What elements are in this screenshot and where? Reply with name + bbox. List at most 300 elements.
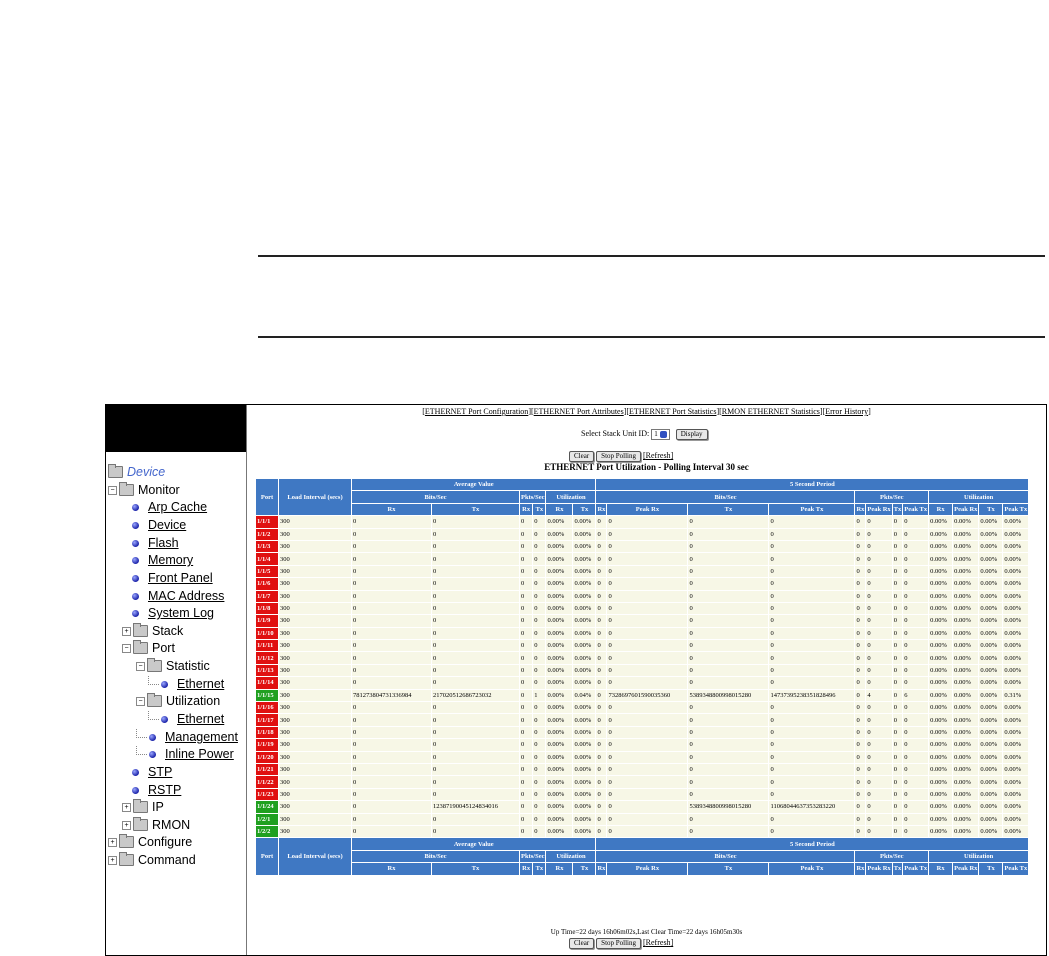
table-cell: 0: [903, 776, 929, 788]
table-row: [256, 664, 1029, 676]
plus-icon[interactable]: +: [122, 821, 131, 830]
table-cell: 0: [688, 714, 769, 726]
tree-memory[interactable]: [132, 552, 193, 568]
tree-line: [148, 676, 159, 685]
table-cell: 0.00%: [929, 590, 953, 602]
table-cell: 0.00%: [546, 788, 573, 800]
bottom-peak-tx-subheader-13: Peak Tx: [903, 863, 929, 875]
minus-icon[interactable]: −: [136, 662, 145, 671]
table-cell: 0: [520, 615, 533, 627]
table-cell: 0: [520, 602, 533, 614]
table-cell: 0.00%: [929, 553, 953, 565]
table-cell: 0: [892, 565, 903, 577]
table-cell: 0: [903, 516, 929, 528]
table-cell: 0.00%: [953, 677, 979, 689]
port-cell[interactable]: 1/1/10: [256, 627, 279, 639]
tree-device[interactable]: [108, 464, 165, 480]
table-cell: 0: [533, 615, 546, 627]
refresh-link-bottom[interactable]: [Refresh]: [643, 938, 674, 947]
table-cell: 0.00%: [979, 578, 1003, 590]
table-cell: 0: [769, 553, 855, 565]
table-cell: 0.00%: [546, 640, 573, 652]
table-cell: 0: [903, 602, 929, 614]
table-cell: 300: [279, 664, 352, 676]
table-cell: 0: [688, 776, 769, 788]
table-cell: 0: [866, 528, 892, 540]
table-cell: 0: [688, 540, 769, 552]
table-cell: 0: [533, 714, 546, 726]
table-cell: 0: [892, 627, 903, 639]
table-cell: 0: [520, 739, 533, 751]
table-cell: 0.00%: [979, 689, 1003, 701]
port-cell[interactable]: 1/1/23: [256, 788, 279, 800]
table-cell: 0.00%: [573, 702, 596, 714]
bullet-icon: [132, 593, 139, 600]
table-cell: 300: [279, 602, 352, 614]
port-cell[interactable]: 1/1/19: [256, 739, 279, 751]
table-cell: 0: [352, 602, 432, 614]
tree-port[interactable]: [122, 640, 175, 656]
table-cell: 0: [432, 652, 520, 664]
table-cell: 0.00%: [953, 528, 979, 540]
unit-select[interactable]: [651, 429, 670, 440]
top-sec-pkts-header: Pkts/Sec: [855, 491, 929, 503]
table-cell: 0: [855, 689, 866, 701]
table-cell: 0.00%: [546, 739, 573, 751]
table-cell: 0.00%: [953, 602, 979, 614]
port-cell[interactable]: 1/2/1: [256, 813, 279, 825]
table-cell: 0.00%: [953, 516, 979, 528]
table-cell: 0: [596, 813, 607, 825]
table-cell: 0: [688, 553, 769, 565]
port-cell[interactable]: 1/1/9: [256, 615, 279, 627]
table-cell: 0.00%: [573, 664, 596, 676]
table-cell: 0: [769, 677, 855, 689]
table-cell: 0: [769, 714, 855, 726]
table-cell: 0: [769, 763, 855, 775]
display-button[interactable]: Display: [676, 429, 708, 440]
table-cell: 0: [903, 627, 929, 639]
refresh-link[interactable]: [Refresh]: [643, 451, 674, 460]
minus-icon[interactable]: −: [136, 697, 145, 706]
port-cell[interactable]: 1/1/21: [256, 763, 279, 775]
table-cell: 0: [892, 553, 903, 565]
table-cell: 300: [279, 702, 352, 714]
table-cell: 0.00%: [979, 677, 1003, 689]
table-cell: 0: [866, 540, 892, 552]
tree-inline-power[interactable]: [136, 746, 234, 762]
tree-rstp[interactable]: [132, 782, 181, 798]
table-row: [256, 516, 1029, 528]
table-cell: 0: [866, 516, 892, 528]
table-cell: 0.00%: [573, 652, 596, 664]
folder-open-icon: [147, 660, 162, 672]
table-cell: 0: [688, 751, 769, 763]
table-cell: 0: [432, 590, 520, 602]
table-cell: 0: [866, 590, 892, 602]
top-average-value-header: Average Value: [352, 479, 596, 491]
table-cell: 0: [892, 590, 903, 602]
folder-icon: [108, 466, 123, 478]
stop-polling-button[interactable]: Stop Polling: [596, 451, 641, 462]
table-cell: 0: [903, 751, 929, 763]
table-cell: 0: [688, 528, 769, 540]
table-cell: 0: [352, 788, 432, 800]
table-cell: 0: [769, 776, 855, 788]
tree-rmon[interactable]: [122, 817, 190, 833]
port-cell[interactable]: 1/1/24: [256, 801, 279, 813]
tree-statistic[interactable]: [136, 658, 210, 674]
tree-stack[interactable]: [122, 623, 183, 639]
port-cell[interactable]: 1/1/18: [256, 726, 279, 738]
table-cell: 0.00%: [573, 516, 596, 528]
tree-configure[interactable]: [108, 834, 192, 850]
port-cell[interactable]: 1/1/2: [256, 528, 279, 540]
table-cell: 300: [279, 714, 352, 726]
bottom-tx-subheader-3: Tx: [533, 863, 546, 875]
link-rmon-statistics[interactable]: RMON ETHERNET Statistics: [721, 407, 820, 416]
port-cell[interactable]: 1/1/5: [256, 565, 279, 577]
table-cell: 0: [520, 565, 533, 577]
table-cell: 0: [432, 615, 520, 627]
port-cell[interactable]: 1/1/20: [256, 751, 279, 763]
table-cell: 0: [596, 825, 607, 837]
table-cell: 0: [903, 615, 929, 627]
table-cell: 0: [688, 590, 769, 602]
table-cell: 0: [607, 726, 688, 738]
table-cell: 0: [607, 714, 688, 726]
tree-mac-address[interactable]: [132, 588, 224, 604]
bullet-icon: [132, 769, 139, 776]
table-cell: 0: [432, 739, 520, 751]
tree-system-log[interactable]: [132, 605, 214, 621]
tree-statistic-label: Statistic: [166, 659, 210, 673]
port-cell[interactable]: 1/1/16: [256, 702, 279, 714]
table-cell: 0: [533, 528, 546, 540]
clear-button[interactable]: Clear: [569, 451, 594, 462]
table-cell: 0: [866, 739, 892, 751]
table-cell: 300: [279, 763, 352, 775]
top-button-row: [569, 451, 673, 462]
table-cell: 0: [903, 702, 929, 714]
port-cell[interactable]: 1/1/22: [256, 776, 279, 788]
table-cell: 0.00%: [953, 565, 979, 577]
table-cell: 0.00%: [953, 590, 979, 602]
plus-icon[interactable]: +: [122, 803, 131, 812]
table-cell: 300: [279, 652, 352, 664]
bullet-icon: [132, 557, 139, 564]
table-cell: 0.00%: [1003, 763, 1029, 775]
table-cell: 0.00%: [1003, 516, 1029, 528]
table-cell: 0: [892, 813, 903, 825]
table-cell: 0: [769, 640, 855, 652]
table-cell: 0: [520, 702, 533, 714]
tree-device-item[interactable]: [132, 517, 186, 533]
table-cell: 0: [688, 602, 769, 614]
table-cell: 0.00%: [546, 578, 573, 590]
table-cell: 0: [769, 702, 855, 714]
table-cell: 14737395238351828496: [769, 689, 855, 701]
uptime-text: Up Time=22 days 16h06m02s,Last Clear Time=22 days 16h05m30s: [550, 928, 743, 936]
table-cell: 0: [892, 739, 903, 751]
top-five-second-header: 5 Second Period: [596, 479, 1029, 491]
bottom-average-value-header: Average Value: [352, 838, 596, 850]
table-cell: 7328697601590035360: [607, 689, 688, 701]
clear-button-bottom[interactable]: Clear: [569, 938, 594, 949]
table-cell: 0: [520, 578, 533, 590]
table-cell: 0: [892, 664, 903, 676]
table-cell: 0: [769, 590, 855, 602]
bottom-tx-subheader-5: Tx: [573, 863, 596, 875]
table-header-bottom: [256, 838, 1029, 875]
table-cell: 0: [533, 565, 546, 577]
table-cell: 0.00%: [929, 714, 953, 726]
table-cell: 0: [903, 813, 929, 825]
table-cell: 0: [432, 825, 520, 837]
port-cell[interactable]: 1/1/13: [256, 664, 279, 676]
tree-utilization-label: Utilization: [166, 694, 221, 708]
link-port-attributes[interactable]: ETHERNET Port Attributes: [533, 407, 624, 416]
tree-command[interactable]: [108, 852, 196, 868]
bottom-peak-rx-subheader-7: Peak Rx: [607, 863, 688, 875]
tree-utilization[interactable]: [136, 693, 220, 709]
top-tx-subheader-1: Tx: [432, 503, 520, 515]
table-cell: 5389348800998015280: [688, 801, 769, 813]
port-cell[interactable]: 1/1/4: [256, 553, 279, 565]
table-cell: 0: [892, 689, 903, 701]
tree-util-ethernet[interactable]: [148, 711, 224, 727]
table-cell: 0: [607, 640, 688, 652]
table-cell: 0.00%: [929, 751, 953, 763]
table-cell: 0.00%: [546, 627, 573, 639]
port-cell[interactable]: 1/1/15: [256, 689, 279, 701]
bottom-avg-pkts-header: Pkts/Sec: [520, 850, 546, 862]
table-cell: 0: [903, 540, 929, 552]
table-body: [256, 516, 1029, 838]
table-cell: 0.00%: [1003, 627, 1029, 639]
table-cell: 0.00%: [979, 652, 1003, 664]
table-cell: 0: [352, 776, 432, 788]
table-cell: 0.00%: [546, 602, 573, 614]
navigation-sidebar: [106, 405, 247, 955]
port-cell[interactable]: 1/1/11: [256, 640, 279, 652]
table-cell: 0: [866, 702, 892, 714]
table-cell: 0: [866, 714, 892, 726]
bullet-icon: [149, 751, 156, 758]
table-cell: 0: [866, 788, 892, 800]
table-cell: 0: [432, 763, 520, 775]
table-cell: 0: [596, 615, 607, 627]
table-cell: 0: [688, 627, 769, 639]
table-cell: 0: [855, 602, 866, 614]
table-cell: 0.00%: [546, 590, 573, 602]
table-cell: 0.00%: [979, 801, 1003, 813]
table-cell: 0: [855, 590, 866, 602]
table-cell: 300: [279, 627, 352, 639]
table-cell: 0.00%: [929, 788, 953, 800]
top-tx-subheader-16: Tx: [979, 503, 1003, 515]
table-cell: 0.00%: [1003, 528, 1029, 540]
table-cell: 0.00%: [573, 627, 596, 639]
table-cell: 0.00%: [953, 763, 979, 775]
table-cell: 0: [866, 553, 892, 565]
tree-stat-ethernet[interactable]: [148, 676, 224, 692]
table-cell: 0: [352, 540, 432, 552]
table-cell: 0.00%: [929, 664, 953, 676]
table-cell: 0: [855, 801, 866, 813]
table-cell: 0: [596, 763, 607, 775]
tree-management[interactable]: [136, 729, 238, 745]
link-error-history[interactable]: Error History: [825, 407, 869, 416]
table-cell: 0: [892, 714, 903, 726]
bottom-peak-tx-subheader-9: Peak Tx: [769, 863, 855, 875]
table-cell: 0.00%: [953, 801, 979, 813]
port-cell[interactable]: 1/1/7: [256, 590, 279, 602]
table-cell: 300: [279, 578, 352, 590]
table-cell: 0: [607, 627, 688, 639]
table-cell: 0: [607, 813, 688, 825]
tree-monitor[interactable]: [108, 482, 180, 498]
table-cell: 300: [279, 528, 352, 540]
table-cell: 0.00%: [546, 714, 573, 726]
table-cell: 300: [279, 553, 352, 565]
table-cell: 0: [432, 640, 520, 652]
table-cell: 0: [892, 528, 903, 540]
table-cell: 0.00%: [953, 652, 979, 664]
port-cell[interactable]: 1/1/1: [256, 516, 279, 528]
table-cell: 0: [903, 553, 929, 565]
table-cell: 0.00%: [929, 516, 953, 528]
tree-arp-cache[interactable]: [132, 499, 207, 515]
folder-open-icon: [119, 484, 134, 496]
tree-line: [136, 746, 147, 755]
table-cell: 0.00%: [929, 652, 953, 664]
port-cell[interactable]: 1/1/3: [256, 540, 279, 552]
top-peak-rx-subheader-15: Peak Rx: [953, 503, 979, 515]
table-cell: 0: [866, 726, 892, 738]
table-cell: 0.00%: [953, 776, 979, 788]
plus-icon[interactable]: +: [108, 838, 117, 847]
table-cell: 0: [903, 652, 929, 664]
port-cell[interactable]: 1/1/17: [256, 714, 279, 726]
dropdown-arrow-icon: [660, 431, 667, 438]
tree-front-panel[interactable]: [132, 570, 213, 586]
table-cell: 0: [352, 565, 432, 577]
tree-rmon-label: RMON: [152, 818, 191, 832]
table-cell: 0: [352, 553, 432, 565]
table-cell: 0.00%: [929, 801, 953, 813]
plus-icon[interactable]: +: [108, 856, 117, 865]
bottom-tx-subheader-1: Tx: [432, 863, 520, 875]
tree-flash-label: Flash: [148, 536, 179, 550]
tree-ip[interactable]: [122, 799, 164, 815]
table-cell: 0.00%: [1003, 540, 1029, 552]
bottom-avg-util-header: Utilization: [546, 850, 596, 862]
bullet-icon: [132, 610, 139, 617]
top-rx-subheader-0: Rx: [352, 503, 432, 515]
table-cell: 0: [892, 751, 903, 763]
tree-flash[interactable]: [132, 535, 179, 551]
table-cell: 300: [279, 739, 352, 751]
table-row: [256, 590, 1029, 602]
table-cell: 0.00%: [953, 627, 979, 639]
table-cell: 0.00%: [573, 751, 596, 763]
table-cell: 0: [596, 565, 607, 577]
table-cell: 0: [520, 689, 533, 701]
table-cell: 0.00%: [573, 590, 596, 602]
table-row: [256, 702, 1029, 714]
stop-polling-button-bottom[interactable]: Stop Polling: [596, 938, 641, 949]
table-cell: 0: [892, 652, 903, 664]
sidebar-banner: [106, 405, 246, 452]
table-cell: 0.31%: [1003, 689, 1029, 701]
plus-icon[interactable]: +: [122, 627, 131, 636]
table-cell: 0: [432, 516, 520, 528]
top-rx-subheader-14: Rx: [929, 503, 953, 515]
table-cell: 0.00%: [929, 726, 953, 738]
table-cell: 0.00%: [953, 615, 979, 627]
bottom-tx-subheader-16: Tx: [979, 863, 1003, 875]
bottom-sec-util-header: Utilization: [929, 850, 1029, 862]
table-cell: 0.00%: [979, 528, 1003, 540]
table-cell: 0.00%: [573, 739, 596, 751]
tree-command-label: Command: [138, 853, 196, 867]
port-cell[interactable]: 1/1/8: [256, 602, 279, 614]
port-cell[interactable]: 1/1/12: [256, 652, 279, 664]
table-cell: 0: [855, 578, 866, 590]
screenshot-frame: [105, 404, 1047, 956]
minus-icon[interactable]: −: [122, 644, 131, 653]
table-cell: 0.00%: [979, 602, 1003, 614]
table-cell: 0: [866, 677, 892, 689]
tree-configure-label: Configure: [138, 835, 193, 849]
table-cell: 0.00%: [546, 763, 573, 775]
tree-util-ethernet-label: Ethernet: [177, 712, 225, 726]
table-cell: 0: [688, 640, 769, 652]
table-cell: 0.00%: [929, 825, 953, 837]
table-cell: 0: [596, 652, 607, 664]
table-cell: 0: [892, 702, 903, 714]
table-cell: 0: [855, 627, 866, 639]
port-cell[interactable]: 1/1/14: [256, 677, 279, 689]
table-cell: 0: [607, 578, 688, 590]
table-cell: 217020512686723032: [432, 689, 520, 701]
table-cell: 0: [769, 652, 855, 664]
table-cell: 0: [533, 763, 546, 775]
table-cell: 0.00%: [546, 565, 573, 577]
port-cell[interactable]: 1/1/6: [256, 578, 279, 590]
table-cell: 0: [432, 788, 520, 800]
table-cell: 0.00%: [546, 726, 573, 738]
table-cell: 0.00%: [929, 813, 953, 825]
minus-icon[interactable]: −: [108, 486, 117, 495]
table-cell: 0: [688, 726, 769, 738]
folder-icon: [133, 625, 148, 637]
table-row: [256, 751, 1029, 763]
table-cell: 0.00%: [573, 553, 596, 565]
table-row: [256, 801, 1029, 813]
table-cell: 0: [855, 540, 866, 552]
table-cell: 0.04%: [573, 689, 596, 701]
top-port-header: Port: [256, 479, 279, 516]
link-port-statistics[interactable]: ETHERNET Port Statistics: [629, 407, 717, 416]
port-cell[interactable]: 1/2/2: [256, 825, 279, 837]
table-cell: 0: [352, 640, 432, 652]
link-port-configuration[interactable]: ETHERNET Port Configuration: [424, 407, 529, 416]
tree-stp[interactable]: [132, 764, 172, 780]
top-peak-rx-subheader-11: Peak Rx: [866, 503, 892, 515]
table-cell: 0.00%: [573, 825, 596, 837]
